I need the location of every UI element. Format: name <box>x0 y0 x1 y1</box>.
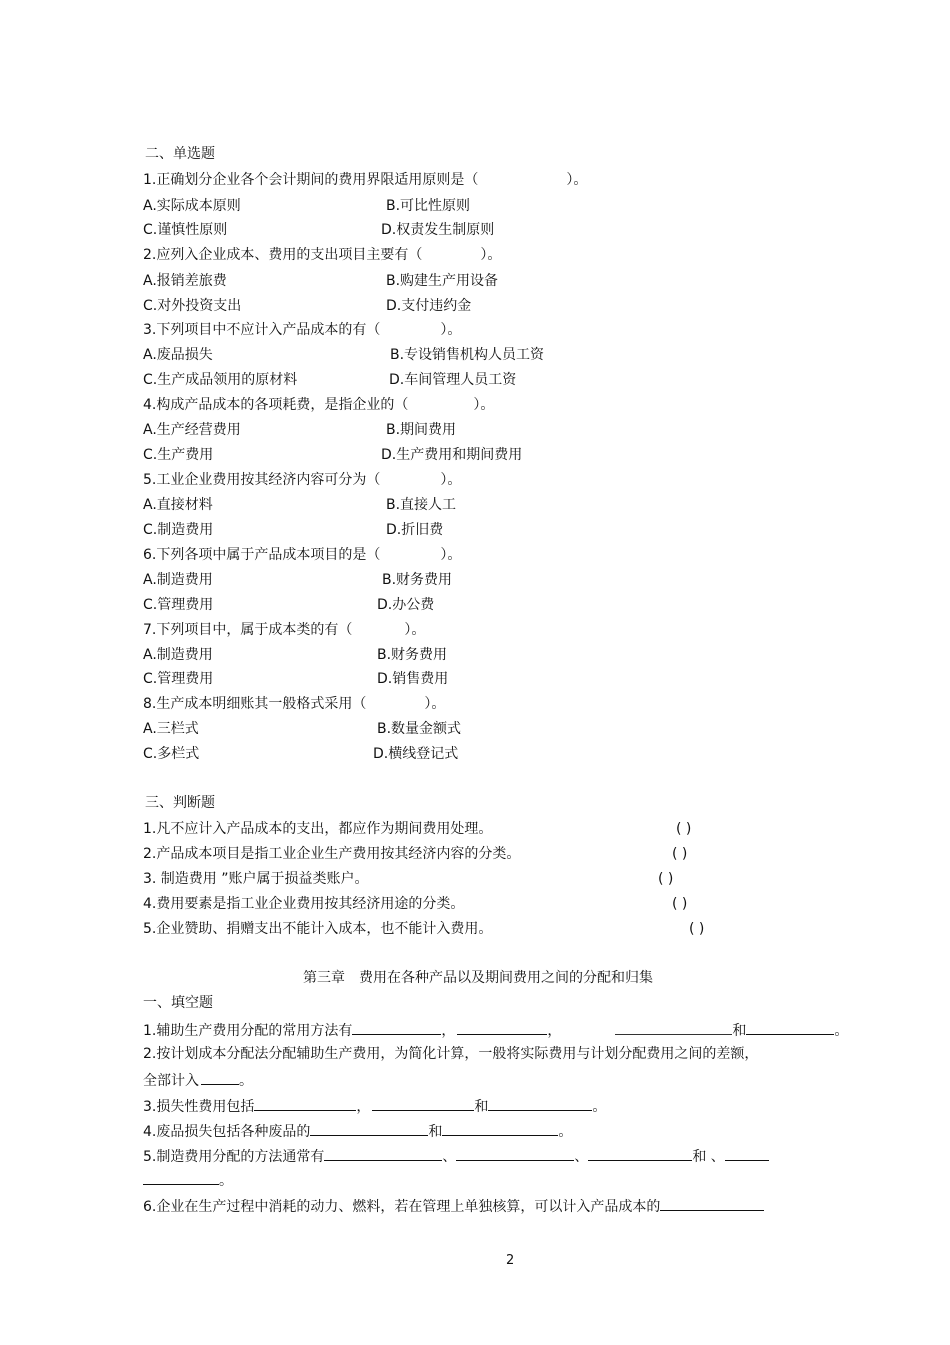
answer-blank[interactable] <box>324 1146 442 1161</box>
option-b: B.专设销售机构人员工资 <box>390 347 545 363</box>
question-text: 1.正确划分企业各个会计期间的费用界限适用原则是（ <box>143 172 479 188</box>
question-4 <box>143 396 494 414</box>
fill-question-4 <box>143 1121 572 1141</box>
judgement-5: 5.企业赞助、捐赠支出不能计入成本，也不能计入费用。 <box>143 921 493 937</box>
fill-text: 1.辅助生产费用分配的常用方法有 <box>143 1023 353 1039</box>
option-a: A.制造费用 <box>143 572 213 588</box>
fill-question-3 <box>143 1096 606 1116</box>
option-b: B.财务费用 <box>377 647 448 663</box>
option-d: D.办公费 <box>377 597 435 613</box>
fill-text: 6.企业在生产过程中消耗的动力、燃料，若在管理上单独核算，可以计入产品成本的 <box>143 1199 661 1215</box>
option-c: C.制造费用 <box>143 522 214 538</box>
option-a: A.报销差旅费 <box>143 273 227 289</box>
judgement-1-paren: ( ) <box>676 821 692 837</box>
fill-text: 4.废品损失包括各种废品的 <box>143 1124 311 1140</box>
option-d: D.横线登记式 <box>373 746 459 762</box>
answer-blank[interactable] <box>201 1070 239 1085</box>
fill-question-2-line1: 2.按计划成本分配法分配辅助生产费用，为简化计算，一般将实际费用与计划分配费用之间的差额， <box>143 1046 759 1062</box>
answer-blank[interactable] <box>254 1096 356 1111</box>
option-b: B.直接人工 <box>386 497 457 513</box>
judgement-3-paren: ( ) <box>658 871 674 887</box>
option-a: A.实际成本原则 <box>143 198 241 214</box>
question-end: ）。 <box>424 696 446 712</box>
question-end: ）。 <box>440 472 462 488</box>
section-title-true-false: 三、判断题 <box>145 795 215 811</box>
answer-blank[interactable] <box>588 1146 692 1161</box>
section-title-fill-blank: 一、填空题 <box>143 995 213 1011</box>
fill-punct: ， <box>441 1023 456 1039</box>
fill-punct: 、 <box>442 1149 457 1165</box>
judgement-4-paren: ( ) <box>672 896 688 912</box>
fill-punct: 。 <box>592 1099 607 1115</box>
fill-question-5-line2 <box>143 1170 233 1190</box>
question-end: ）。 <box>440 547 462 563</box>
judgement-3: 3. 制造费用 ”账户属于损益类账户。 <box>143 871 369 887</box>
option-a: A.制造费用 <box>143 647 213 663</box>
option-a: A.三栏式 <box>143 721 199 737</box>
answer-blank[interactable] <box>488 1096 592 1111</box>
fill-punct: 、 <box>574 1149 589 1165</box>
option-c: C.生产成品领用的原材料 <box>143 372 298 388</box>
question-end: ）。 <box>480 247 502 263</box>
question-7 <box>143 621 425 639</box>
question-text: 4.构成产品成本的各项耗费，是指企业的（ <box>143 397 409 413</box>
fill-punct: ， <box>356 1099 371 1115</box>
judgement-5-paren: ( ) <box>689 921 705 937</box>
answer-blank[interactable] <box>660 1196 764 1211</box>
fill-text: 和 、 <box>692 1149 725 1165</box>
question-8 <box>143 695 445 713</box>
answer-blank[interactable] <box>615 1020 732 1035</box>
fill-text: 5.制造费用分配的方法通常有 <box>143 1149 325 1165</box>
question-2 <box>143 246 501 264</box>
fill-punct: 。 <box>239 1073 253 1089</box>
question-end: ）。 <box>473 397 495 413</box>
option-c: C.管理费用 <box>143 671 214 687</box>
question-3 <box>143 321 461 339</box>
fill-punct: 。 <box>558 1124 573 1140</box>
option-b: B.期间费用 <box>386 422 457 438</box>
answer-blank[interactable] <box>143 1170 219 1185</box>
option-c: C.生产费用 <box>143 447 214 463</box>
fill-text: 和 <box>732 1023 747 1039</box>
answer-blank[interactable] <box>725 1146 769 1161</box>
question-end: ）。 <box>440 322 462 338</box>
option-d: D.车间管理人员工资 <box>389 372 517 388</box>
judgement-2: 2.产品成本项目是指工业企业生产费用按其经济内容的分类。 <box>143 846 521 862</box>
option-d: D.销售费用 <box>377 671 449 687</box>
fill-question-1 <box>143 1020 848 1040</box>
answer-blank[interactable] <box>310 1121 428 1136</box>
fill-punct: ， <box>547 1023 562 1039</box>
option-c: C.管理费用 <box>143 597 214 613</box>
judgement-4: 4.费用要素是指工业企业费用按其经济用途的分类。 <box>143 896 465 912</box>
option-d: D.支付违约金 <box>386 298 472 314</box>
option-b: B.可比性原则 <box>386 198 471 214</box>
answer-blank[interactable] <box>456 1146 574 1161</box>
question-1 <box>143 171 587 189</box>
chapter-title: 第三章 费用在各种产品以及期间费用之间的分配和归集 <box>303 970 653 986</box>
judgement-1: 1.凡不应计入产品成本的支出，都应作为期间费用处理。 <box>143 821 493 837</box>
option-d: D.折旧费 <box>386 522 444 538</box>
answer-blank[interactable] <box>352 1020 441 1035</box>
fill-question-6 <box>143 1196 764 1216</box>
answer-blank[interactable] <box>372 1096 474 1111</box>
question-5 <box>143 471 461 489</box>
option-a: A.直接材料 <box>143 497 213 513</box>
option-b: B.购建生产用设备 <box>386 273 499 289</box>
answer-blank[interactable] <box>746 1020 834 1035</box>
option-b: B.财务费用 <box>382 572 453 588</box>
fill-text: 全部计入 <box>143 1073 199 1089</box>
question-text: 5.工业企业费用按其经济内容可分为（ <box>143 472 381 488</box>
question-6 <box>143 546 461 564</box>
option-c: C.对外投资支出 <box>143 298 242 314</box>
question-text: 8.生产成本明细账其一般格式采用（ <box>143 696 367 712</box>
option-c: C.谨慎性原则 <box>143 222 228 238</box>
answer-blank[interactable] <box>442 1121 558 1136</box>
fill-question-5 <box>143 1146 769 1166</box>
option-a: A.废品损失 <box>143 347 213 363</box>
option-d: D.生产费用和期间费用 <box>381 447 523 463</box>
option-b: B.数量金额式 <box>377 721 462 737</box>
question-text: 6.下列各项中属于产品成本项目的是（ <box>143 547 381 563</box>
question-end: ）。 <box>566 172 588 188</box>
judgement-2-paren: ( ) <box>672 846 688 862</box>
fill-question-2-line2 <box>143 1070 253 1090</box>
option-c: C.多栏式 <box>143 746 200 762</box>
question-text: 7.下列项目中，属于成本类的有（ <box>143 622 353 638</box>
fill-text: 和 <box>428 1124 443 1140</box>
question-text: 3.下列项目中不应计入产品成本的有（ <box>143 322 381 338</box>
question-end: ）。 <box>404 622 426 638</box>
fill-punct: 。 <box>219 1173 233 1189</box>
page-number: 2 <box>506 1253 515 1268</box>
option-d: D.权责发生制原则 <box>381 222 495 238</box>
question-text: 2.应列入企业成本、费用的支出项目主要有（ <box>143 247 423 263</box>
option-a: A.生产经营费用 <box>143 422 241 438</box>
section-title-single-choice: 二、单选题 <box>145 146 215 162</box>
fill-text: 和 <box>474 1099 489 1115</box>
fill-text: 3.损失性费用包括 <box>143 1099 255 1115</box>
answer-blank[interactable] <box>457 1020 547 1035</box>
fill-punct: 。 <box>834 1023 849 1039</box>
